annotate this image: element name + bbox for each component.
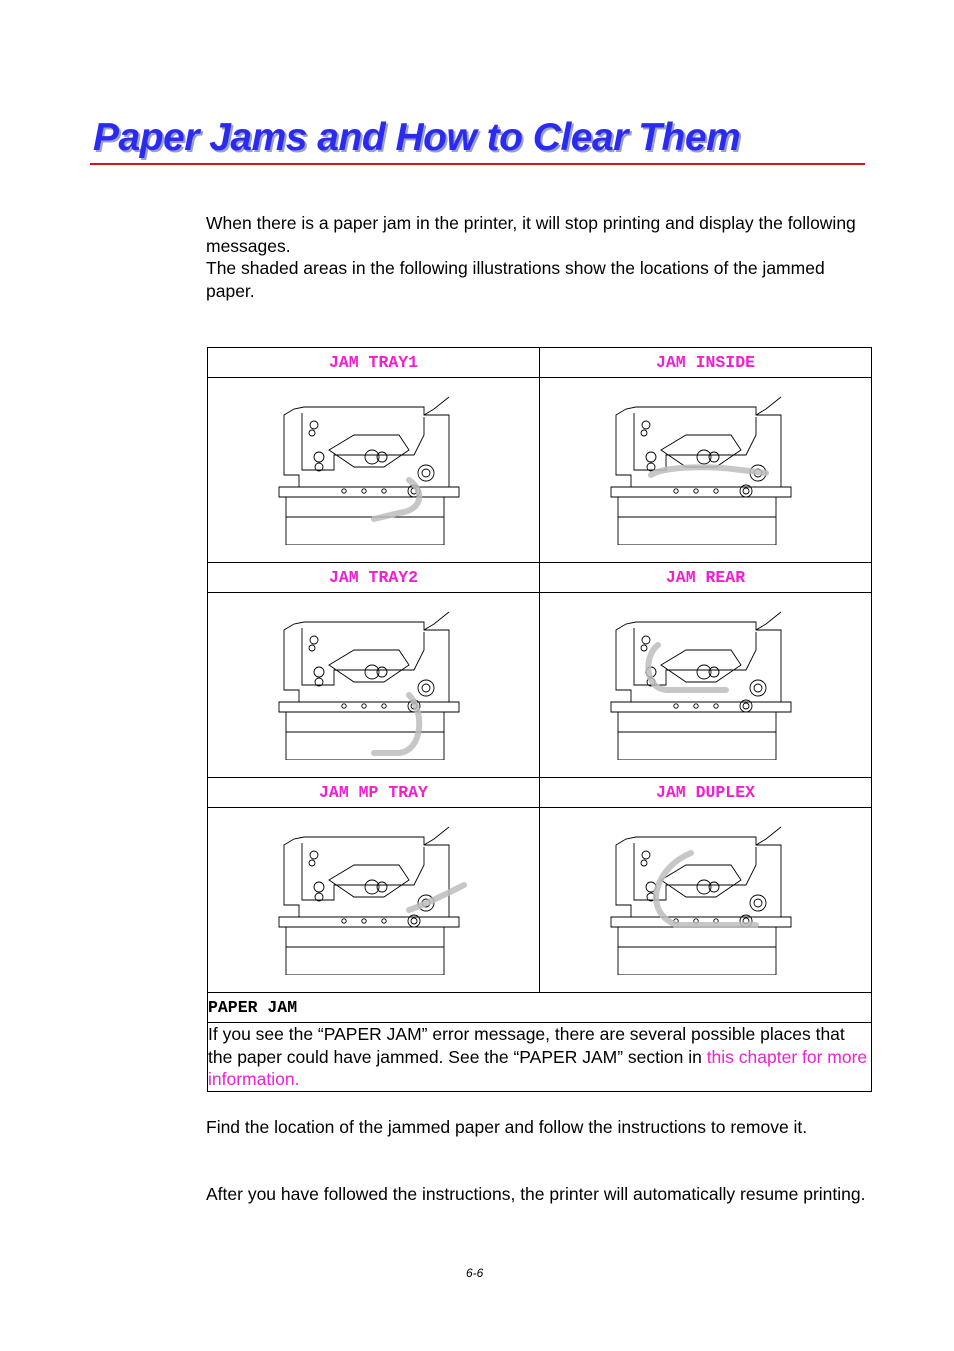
output-tray xyxy=(424,827,449,845)
roller xyxy=(341,919,345,923)
roller xyxy=(713,704,717,708)
printer-diagram xyxy=(274,395,474,545)
paper-jam-description xyxy=(208,1023,872,1092)
roller xyxy=(693,704,697,708)
tray-base xyxy=(279,917,459,927)
roller xyxy=(381,919,385,923)
roller xyxy=(418,465,434,481)
printer-diagram xyxy=(606,825,806,975)
roller xyxy=(314,452,324,462)
roller xyxy=(341,489,345,493)
roller xyxy=(673,704,677,708)
paper-tray xyxy=(618,927,776,975)
paper-tray xyxy=(286,927,444,975)
output-tray xyxy=(756,827,781,845)
roller xyxy=(381,704,385,708)
printer-diagram xyxy=(274,610,474,760)
roller xyxy=(709,667,719,677)
jam-illustration-cell xyxy=(208,378,540,563)
roller xyxy=(743,703,749,709)
roller xyxy=(641,860,647,866)
roller xyxy=(377,452,387,462)
title-rule xyxy=(90,163,865,165)
printer-body xyxy=(279,612,459,760)
roller xyxy=(713,489,717,493)
roller xyxy=(314,667,324,677)
jam-label: JAM TRAY1 xyxy=(208,348,540,378)
roller xyxy=(750,680,766,696)
roller xyxy=(642,421,650,429)
roller xyxy=(309,645,315,651)
paper-tray xyxy=(618,712,776,760)
intro-paragraph xyxy=(206,212,866,302)
roller xyxy=(309,430,315,436)
roller xyxy=(310,851,318,859)
roller xyxy=(381,489,385,493)
roller xyxy=(341,704,345,708)
roller xyxy=(377,882,387,892)
roller xyxy=(641,645,647,651)
tray-base xyxy=(611,487,791,497)
roller xyxy=(693,489,697,493)
paper-jam-label: PAPER JAM xyxy=(208,993,872,1023)
jam-path-shading xyxy=(374,480,419,519)
instruction-paragraph: Find the location of the jammed paper and follow the instructions to remove it. xyxy=(206,1117,808,1137)
roller xyxy=(709,882,719,892)
roller xyxy=(314,882,324,892)
jam-path-shading xyxy=(409,885,464,910)
jam-label: JAM INSIDE xyxy=(540,348,872,378)
printer-diagram xyxy=(606,610,806,760)
printer-body xyxy=(611,612,791,760)
jam-illustration-cell xyxy=(208,808,540,993)
jam-label: JAM TRAY2 xyxy=(208,563,540,593)
jam-label: JAM DUPLEX xyxy=(540,778,872,808)
paper-jam-link[interactable]: this chapter for more information. xyxy=(208,1046,868,1090)
jam-label: JAM REAR xyxy=(540,563,872,593)
roller xyxy=(642,851,650,859)
roller xyxy=(418,680,434,696)
output-tray xyxy=(756,397,781,415)
roller xyxy=(361,704,365,708)
roller xyxy=(310,421,318,429)
roller xyxy=(361,489,365,493)
paper-jam-text: If you see the “PAPER JAM” error message, there are several possible places that the paper could have jammed. See the “PAPER JAM” section in xyxy=(208,1024,845,1067)
jam-illustration-cell xyxy=(540,378,872,563)
jam-illustration-cell xyxy=(540,808,872,993)
roller xyxy=(377,667,387,677)
output-tray xyxy=(756,612,781,630)
tray-base xyxy=(279,487,459,497)
jam-table xyxy=(207,347,872,1092)
jam-path-shading xyxy=(374,695,419,753)
roller xyxy=(743,488,749,494)
page-title: Paper Jams and How to Clear Them xyxy=(93,116,741,159)
intro-line-2: The shaded areas in the following illustrations show the locations of the jammed paper. xyxy=(206,258,825,301)
roller xyxy=(673,489,677,493)
roller xyxy=(641,430,647,436)
roller xyxy=(754,684,762,692)
intro-line-1: When there is a paper jam in the printer, it will stop printing and display the following messages. xyxy=(206,213,856,256)
jam-path-shading xyxy=(651,467,766,475)
roller xyxy=(310,636,318,644)
jam-illustration-cell xyxy=(540,593,872,778)
roller xyxy=(642,636,650,644)
jam-path-shading xyxy=(648,645,726,690)
roller xyxy=(646,452,656,462)
roller xyxy=(422,684,430,692)
printer-body xyxy=(611,827,791,975)
roller xyxy=(422,469,430,477)
roller xyxy=(309,860,315,866)
printer-diagram xyxy=(606,395,806,545)
tray-base xyxy=(611,702,791,712)
page-number: 6-6 xyxy=(466,1266,484,1280)
roller xyxy=(709,452,719,462)
roller xyxy=(750,895,766,911)
roller xyxy=(411,918,417,924)
printer-body xyxy=(279,397,459,545)
roller xyxy=(361,919,365,923)
output-tray xyxy=(424,397,449,415)
printer-diagram xyxy=(274,825,474,975)
jam-path-shading xyxy=(656,853,756,925)
jam-label: JAM MP TRAY xyxy=(208,778,540,808)
resume-paragraph: After you have followed the instructions, the printer will automatically resume printing. xyxy=(206,1184,866,1204)
paper-tray xyxy=(618,497,776,545)
output-tray xyxy=(424,612,449,630)
tray-base xyxy=(279,702,459,712)
roller xyxy=(754,899,762,907)
jam-illustration-cell xyxy=(208,593,540,778)
